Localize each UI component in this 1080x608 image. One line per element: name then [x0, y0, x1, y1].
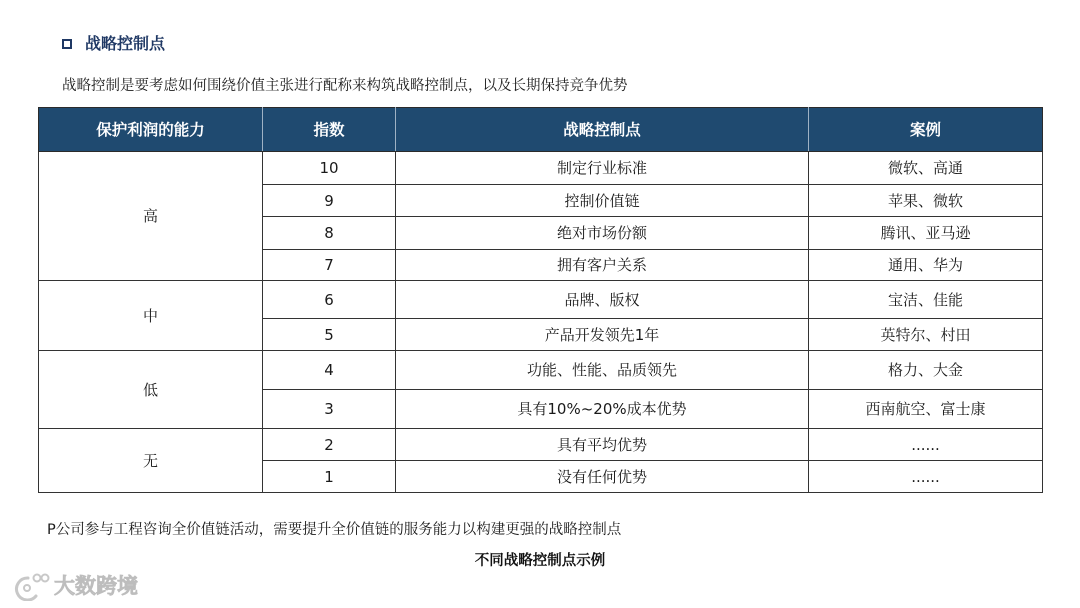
- control-point-cell: 拥有客户关系: [396, 250, 809, 281]
- examples-cell: 格力、大金: [809, 351, 1043, 390]
- section-title: 战略控制点: [85, 34, 166, 53]
- control-point-cell: 制定行业标准: [396, 152, 809, 185]
- index-cell: 1: [263, 461, 396, 493]
- capability-level-low: 低: [39, 351, 263, 429]
- column-header-capability: 保护利润的能力: [39, 108, 263, 152]
- control-point-cell: 功能、性能、品质领先: [396, 351, 809, 390]
- index-cell: 2: [263, 429, 396, 461]
- examples-cell: 西南航空、富士康: [809, 390, 1043, 429]
- column-header-control-point: 战略控制点: [396, 108, 809, 152]
- table-row: [39, 429, 1043, 461]
- column-header-examples: 案例: [809, 108, 1043, 152]
- index-cell: 7: [263, 250, 396, 281]
- index-cell: 6: [263, 281, 396, 319]
- examples-cell: 通用、华为: [809, 250, 1043, 281]
- capability-level-medium: 中: [39, 281, 263, 351]
- index-cell: 4: [263, 351, 396, 390]
- index-cell: 3: [263, 390, 396, 429]
- control-point-cell: 具有平均优势: [396, 429, 809, 461]
- examples-cell: ......: [809, 429, 1043, 461]
- table-header-row: [39, 108, 1043, 152]
- examples-cell: 腾讯、亚马逊: [809, 217, 1043, 250]
- table-row: [39, 152, 1043, 185]
- section-heading: [62, 34, 165, 54]
- table-caption: 不同战略控制点示例: [474, 553, 606, 569]
- strategic-control-table: [38, 107, 1043, 493]
- examples-cell: 微软、高通: [809, 152, 1043, 185]
- index-cell: 8: [263, 217, 396, 250]
- control-point-cell: 绝对市场份额: [396, 217, 809, 250]
- examples-cell: 苹果、微软: [809, 185, 1043, 217]
- hollow-square-icon: [62, 39, 72, 49]
- intro-text: 战略控制是要考虑如何围绕价值主张进行配称来构筑战略控制点，以及长期保持竞争优势: [62, 78, 628, 94]
- watermark: [8, 571, 138, 601]
- control-point-cell: 产品开发领先1年: [396, 319, 809, 351]
- capability-level-none: 无: [39, 429, 263, 493]
- control-point-cell: 控制价值链: [396, 185, 809, 217]
- control-point-cell: 没有任何优势: [396, 461, 809, 493]
- column-header-index: 指数: [263, 108, 396, 152]
- control-point-cell: 具有10%~20%成本优势: [396, 390, 809, 429]
- table-row: [39, 351, 1043, 390]
- conclusion-text: P公司参与工程咨询全价值链活动，需要提升全价值链的服务能力以构建更强的战略控制点: [47, 522, 622, 538]
- examples-cell: 英特尔、村田: [809, 319, 1043, 351]
- index-cell: 5: [263, 319, 396, 351]
- watermark-text: 大数跨境: [54, 574, 138, 598]
- control-point-cell: 品牌、版权: [396, 281, 809, 319]
- examples-cell: 宝洁、佳能: [809, 281, 1043, 319]
- index-cell: 9: [263, 185, 396, 217]
- index-cell: 10: [263, 152, 396, 185]
- examples-cell: ......: [809, 461, 1043, 493]
- table-row: [39, 281, 1043, 319]
- brand-logo-icon: [8, 571, 50, 601]
- capability-level-high: 高: [39, 152, 263, 281]
